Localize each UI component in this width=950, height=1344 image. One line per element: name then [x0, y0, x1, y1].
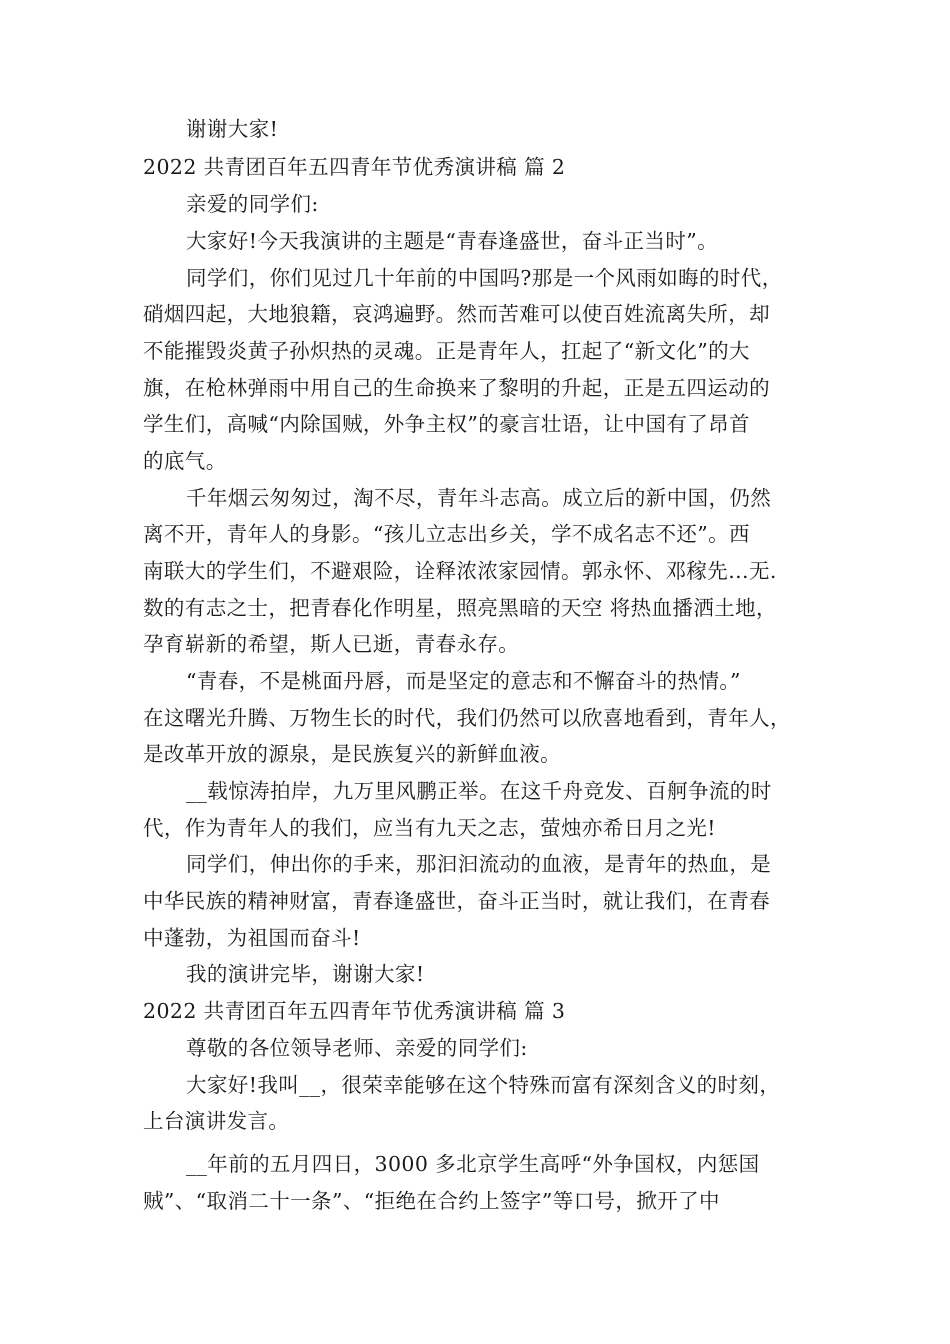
paragraph-line: 大家好!今天我演讲的主题是“青春逢盛世，奋斗正当时”。 [186, 229, 718, 253]
paragraph-line: 代，作为青年人的我们，应当有九天之志，萤烛亦希日月之光! [143, 816, 716, 840]
closing-line: 我的演讲完毕，谢谢大家! [186, 962, 425, 986]
paragraph-line: “青春，不是桃面丹唇，而是坚定的意志和不懈奋斗的热情。” [186, 669, 741, 693]
paragraph-line: 的底气。 [143, 449, 227, 473]
paragraph-line: 中蓬勃，为祖国而奋斗! [143, 926, 361, 950]
section-heading-3: 2022 共青团百年五四青年节优秀演讲稿 篇 3 [143, 999, 566, 1023]
paragraph-line: 硝烟四起，大地狼籍，哀鸿遍野。然而苦难可以使百姓流离失所，却 [143, 302, 770, 326]
paragraph-line: 孕育崭新的希望，斯人已逝，青春永存。 [143, 632, 520, 656]
paragraph-line: 同学们，伸出你的手来，那汩汩流动的血液，是青年的热血，是 [186, 852, 772, 876]
paragraph-line: 学生们，高喊“内除国贼，外争主权”的豪言壮语，让中国有了昂首 [143, 412, 750, 436]
paragraph-line: 是改革开放的源泉，是民族复兴的新鲜血液。 [143, 742, 561, 766]
salutation: 尊敬的各位领导老师、亲爱的同学们: [186, 1036, 528, 1060]
paragraph-line: __载惊涛拍岸，九万里风鹏正举。在这千舟竞发、百舸争流的时 [186, 779, 772, 803]
paragraph-line: 贼”、“取消二十一条”、“拒绝在合约上签字”等口号，掀开了中 [143, 1189, 720, 1213]
section-heading-2: 2022 共青团百年五四青年节优秀演讲稿 篇 2 [143, 155, 566, 179]
paragraph-line: 在这曙光升腾、万物生长的时代，我们仍然可以欣喜地看到，青年人， [143, 706, 791, 730]
paragraph-line: 南联大的学生们，不避艰险，诠释浓浓家园情。郭永怀、邓稼先...无. [143, 559, 777, 583]
paragraph-line: 同学们，你们见过几十年前的中国吗?那是一个风雨如晦的时代， [186, 266, 783, 290]
paragraph-line: 大家好!我叫__，很荣幸能够在这个特殊而富有深刻含义的时刻， [186, 1073, 781, 1097]
paragraph-line: __年前的五月四日，3000 多北京学生高呼“外争国权，内惩国 [186, 1152, 760, 1176]
paragraph-line: 千年烟云匆匆过，淘不尽，青年斗志高。成立后的新中国，仍然 [186, 486, 772, 510]
paragraph-line: 不能摧毁炎黄子孙炽热的灵魂。正是青年人，扛起了“新文化”的大 [143, 339, 750, 363]
paragraph-line: 数的有志之士，把青春化作明星，照亮黑暗的天空 将热血播洒土地， [143, 596, 777, 620]
paragraph-line: 中华民族的精神财富，青春逢盛世，奋斗正当时，就让我们，在青春 [143, 889, 770, 913]
paragraph-line: 旗，在枪林弹雨中用自己的生命换来了黎明的升起，正是五四运动的 [143, 376, 770, 400]
closing-line: 谢谢大家! [186, 117, 279, 141]
salutation: 亲爱的同学们: [186, 192, 319, 216]
paragraph-line: 离不开，青年人的身影。“孩儿立志出乡关，学不成名志不还”。西 [143, 522, 750, 546]
paragraph-line: 上台演讲发言。 [143, 1109, 290, 1133]
